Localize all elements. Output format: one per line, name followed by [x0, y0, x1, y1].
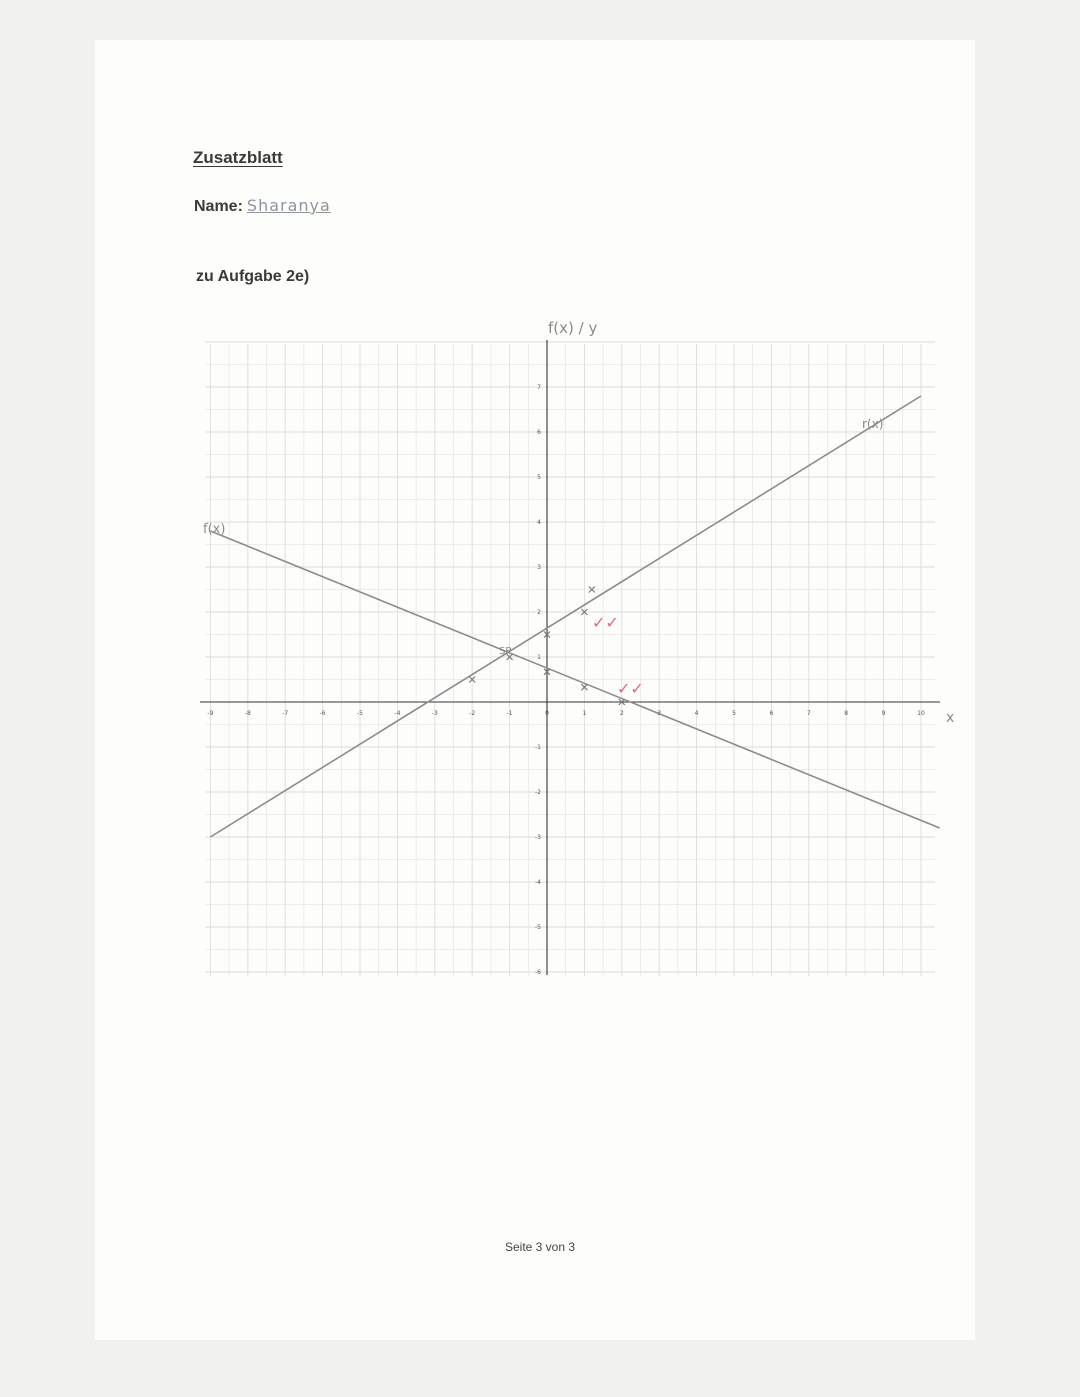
check-mark: ✓✓	[617, 679, 644, 698]
x-tick-label: -8	[244, 710, 251, 717]
y-tick-label: -2	[535, 789, 541, 796]
x-tick-label: 5	[732, 710, 736, 717]
x-tick-label: 1	[582, 710, 587, 717]
x-tick-label: 3	[657, 710, 662, 717]
y-tick-label: 5	[537, 474, 541, 481]
intersection-label: SP	[499, 646, 512, 657]
y-tick-label: -6	[535, 969, 541, 976]
x-tick-label: -5	[357, 710, 363, 717]
name-value: Sharanya	[246, 196, 331, 215]
x-tick-label: -7	[282, 710, 289, 717]
y-tick-label: -1	[535, 744, 541, 751]
x-tick-label: -9	[207, 710, 214, 717]
y-tick-label: 1	[537, 654, 541, 661]
y-tick-label: -5	[535, 924, 541, 931]
tick-labels	[207, 384, 925, 976]
y-axis-label: f(x) / y	[548, 319, 598, 337]
x-tick-label: 2	[619, 710, 624, 717]
x-tick-label: 0	[545, 710, 549, 717]
page-title: Zusatzblatt	[193, 148, 283, 167]
x-tick-label: 9	[881, 710, 886, 717]
y-tick-label: 6	[537, 429, 541, 436]
x-tick-label: -3	[431, 710, 438, 717]
x-tick-label: -6	[319, 710, 326, 717]
x-axis-label: x	[946, 710, 955, 726]
y-tick-label: -3	[535, 834, 541, 841]
line-r-label: r(x)	[862, 417, 884, 431]
y-tick-label: 4	[537, 519, 541, 526]
x-tick-label: 7	[806, 710, 811, 717]
x-tick-label: 10	[917, 710, 925, 717]
function-lines	[210, 396, 939, 837]
x-tick-label: 8	[844, 710, 849, 717]
axes	[200, 340, 940, 975]
grid	[205, 342, 935, 976]
x-tick-label: 4	[694, 710, 699, 717]
y-tick-label: 2	[537, 609, 541, 616]
x-tick-label: 6	[769, 710, 774, 717]
name-label: Name:	[194, 198, 243, 215]
page-footer: Seite 3 von 3	[504, 1240, 576, 1254]
check-mark: ✓✓	[592, 613, 619, 632]
x-tick-label: -4	[394, 710, 401, 717]
task-label: zu Aufgabe 2e)	[196, 268, 310, 285]
y-tick-label: 7	[537, 384, 541, 391]
x-tick-label: -1	[506, 710, 513, 717]
x-tick-label: -2	[469, 710, 476, 717]
y-tick-label: 3	[537, 564, 541, 571]
y-tick-label: -4	[535, 879, 541, 886]
line-f-label: f(x)	[203, 522, 226, 537]
